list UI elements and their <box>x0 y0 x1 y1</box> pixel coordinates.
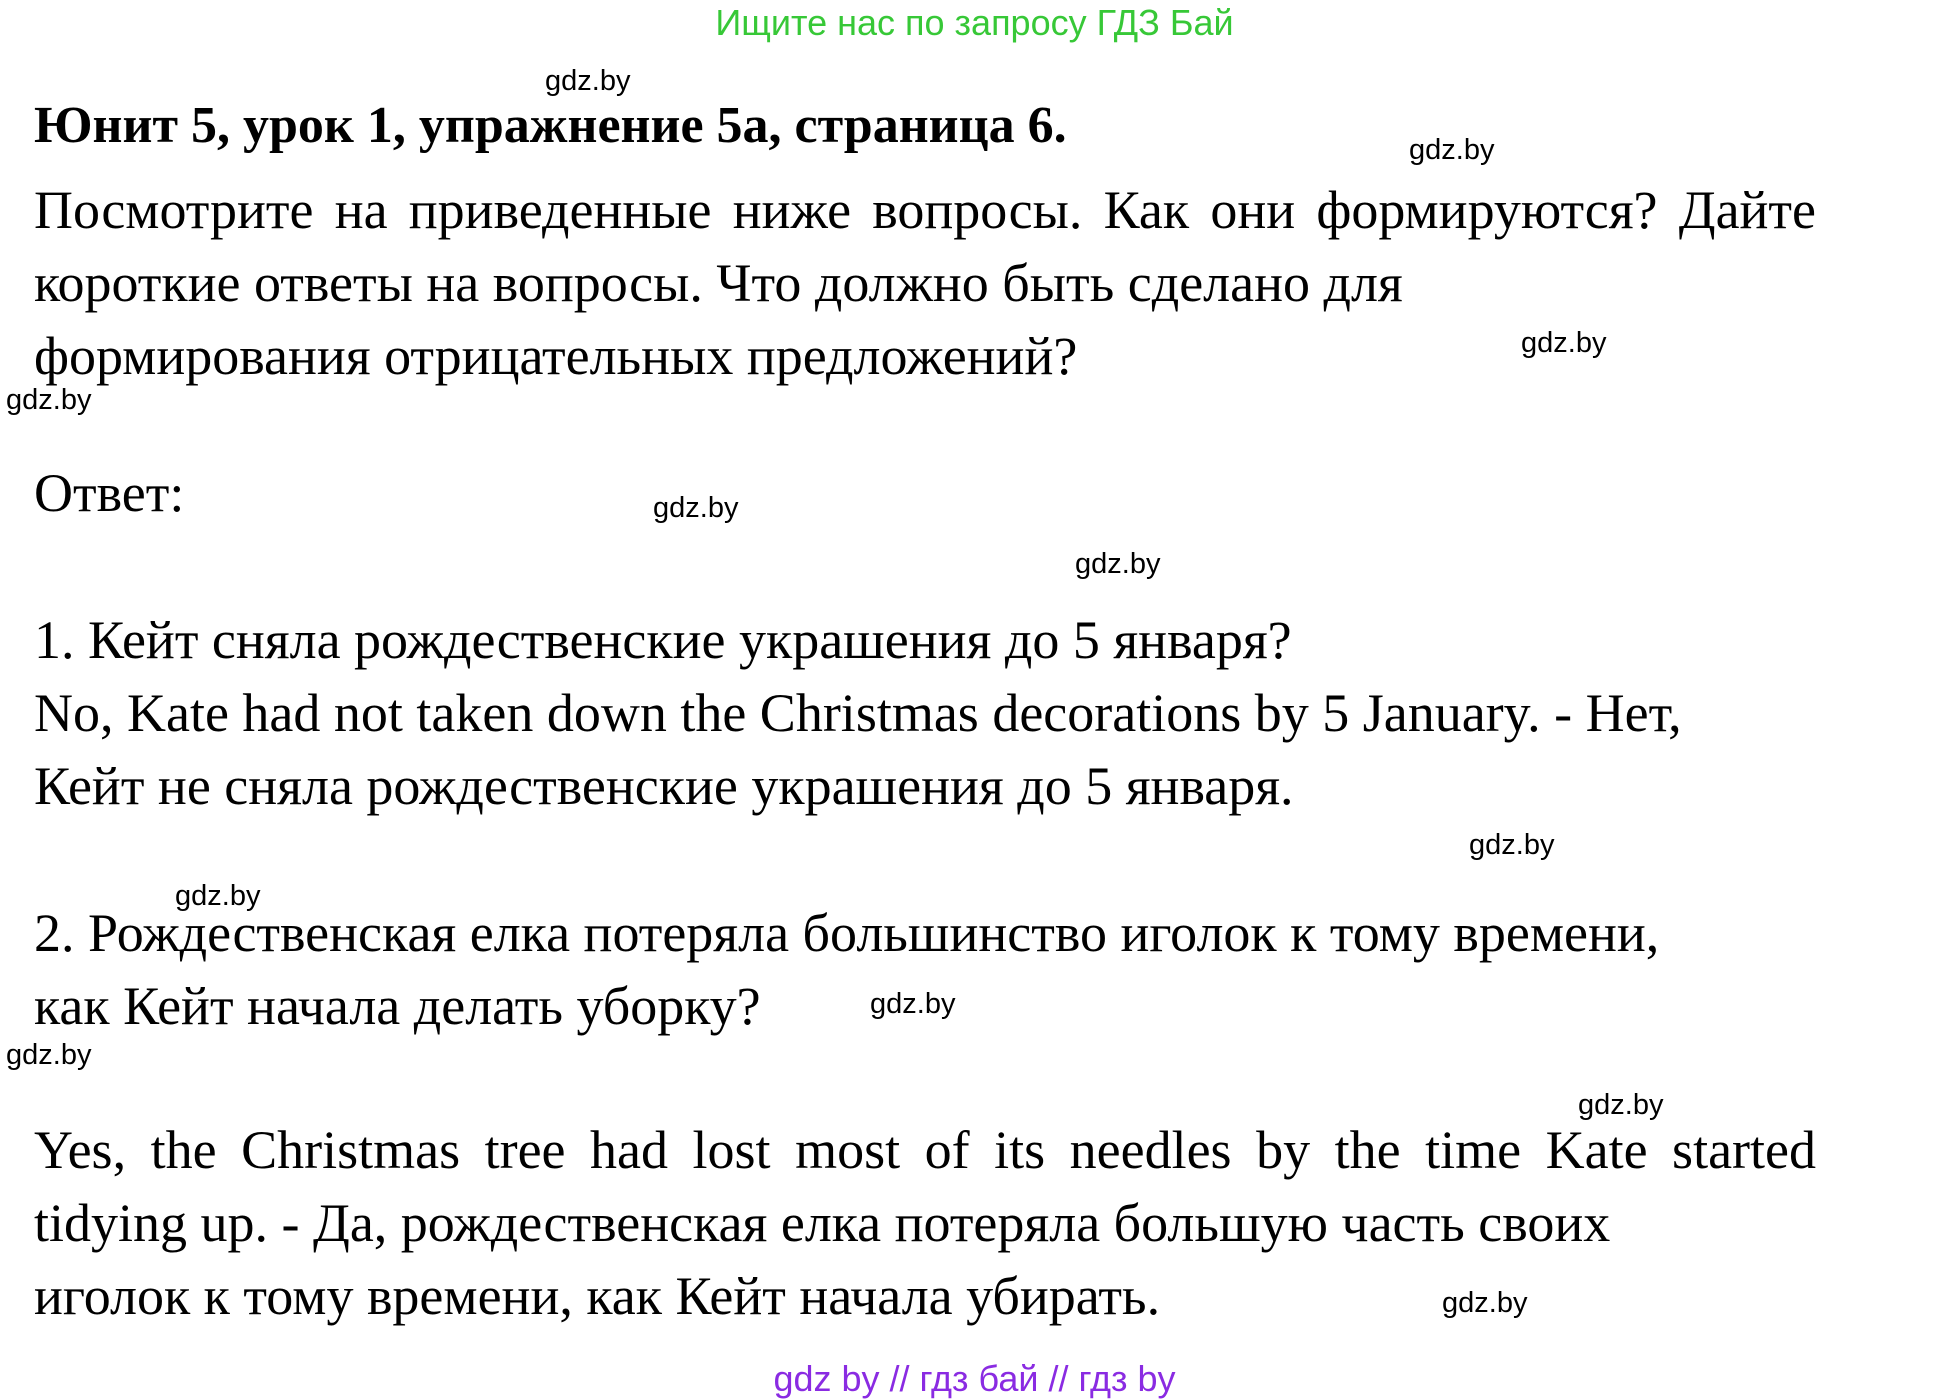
watermark: gdz.by <box>175 880 261 912</box>
watermark: gdz.by <box>545 65 631 97</box>
task-text-last: формирования отрицательных предложений? <box>34 326 1078 386</box>
question-2 <box>34 897 1816 1043</box>
answer-1-text: No, Kate had not taken down the Christmas decorations by 5 January. - Нет, <box>34 683 1682 743</box>
answer-2-text-last: иголок к тому времени, как Кейт начала убирать. <box>34 1266 1161 1326</box>
watermark: gdz.by <box>6 384 92 416</box>
answer-label: Ответ: <box>34 463 185 523</box>
page-title: Юнит 5, урок 1, упражнение 5а, страница 6. <box>34 97 1067 154</box>
watermark: gdz.by <box>870 988 956 1020</box>
watermark: gdz.by <box>1521 327 1607 359</box>
answer-1-text-last: Кейт не сняла рождественские украшения до 5 января. <box>34 756 1294 816</box>
watermark: gdz.by <box>1075 548 1161 580</box>
answer-2 <box>34 1114 1816 1333</box>
top-banner: Ищите нас по запросу ГДЗ Бай <box>715 2 1234 43</box>
watermark: gdz.by <box>1578 1089 1664 1121</box>
answer-1 <box>34 677 1816 823</box>
watermark: gdz.by <box>1409 134 1495 166</box>
watermark: gdz.by <box>6 1039 92 1071</box>
question-2-text-last: как Кейт начала делать уборку? <box>34 976 761 1036</box>
question-1 <box>34 604 1816 677</box>
answer-2-text: Yes, the Christmas tree had lost most of its needles by the time Kate started tidying up. - Да, рождественская елка потеряла большую часть своих <box>34 1120 1816 1253</box>
task-text <box>34 174 1816 393</box>
watermark: gdz.by <box>1469 829 1555 861</box>
question-1-text: 1. Кейт сняла рождественские украшения до 5 января? <box>34 610 1292 670</box>
footer-banner: gdz by // гдз бай // гдз by <box>773 1358 1176 1399</box>
question-2-text: 2. Рождественская елка потеряла большинство иголок к тому времени, <box>34 903 1660 963</box>
watermark: gdz.by <box>653 492 739 524</box>
task-text-main: Посмотрите на приведенные ниже вопросы. Как они формируются? Дайте короткие ответы на вопросы. Что должно быть сделано для <box>34 180 1816 313</box>
watermark: gdz.by <box>1442 1287 1528 1319</box>
